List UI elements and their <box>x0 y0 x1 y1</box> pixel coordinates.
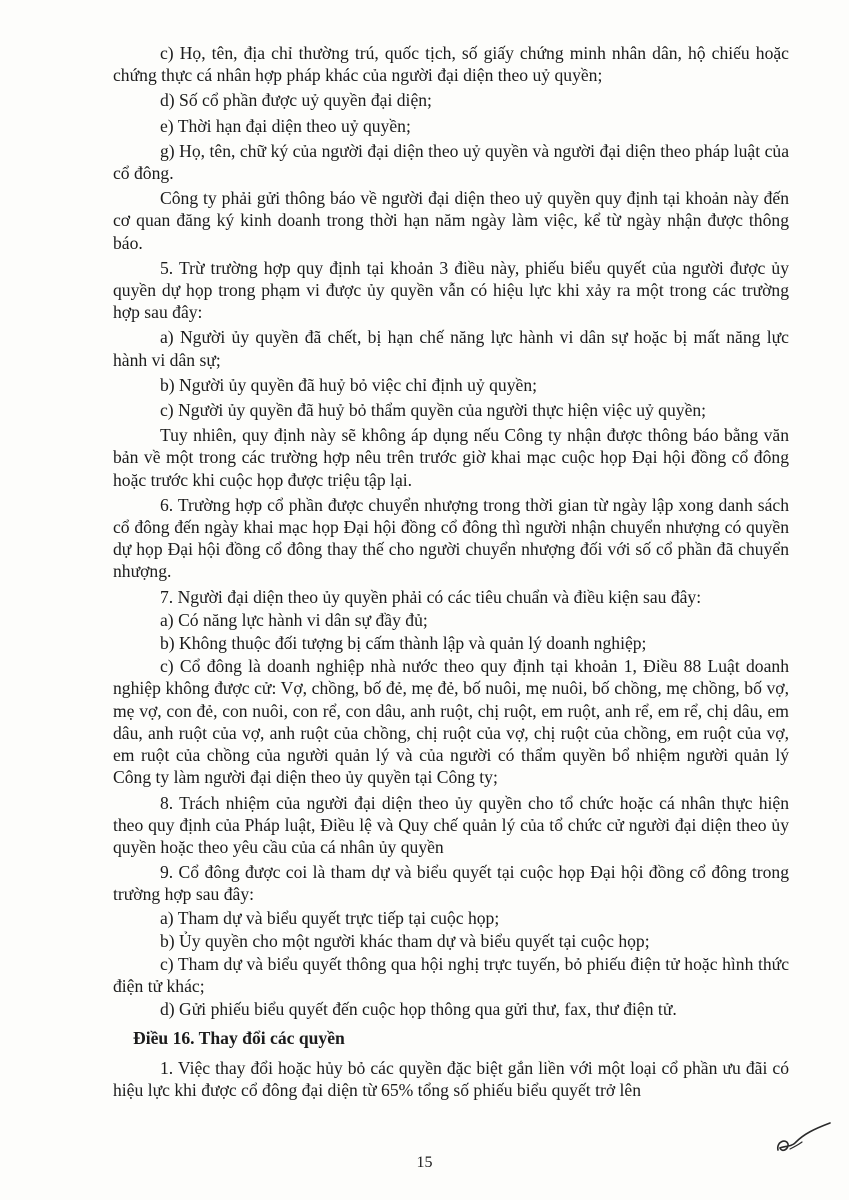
clause-9-item-c: c) Tham dự và biểu quyết thông qua hội nghị trực tuyến, bỏ phiếu điện tử hoặc hình thức điện tử khác; <box>113 953 789 997</box>
clause-9-item-d: d) Gửi phiếu biểu quyết đến cuộc họp thông qua gửi thư, fax, thư điện tử. <box>160 999 677 1020</box>
clause-7-item-c: c) Cổ đông là doanh nghiệp nhà nước theo quy định tại khoản 1, Điều 88 Luật doanh nghiệp không được cử: Vợ, chồng, bố đẻ, mẹ đẻ, bố nuôi, mẹ nuôi, bố chồng, mẹ chồng, bố vợ, mẹ vợ, con đẻ, con nuôi, con rể, con dâu, anh ruột, chị ruột, em ruột, anh rể, em rể, chị dâu, em dâu, anh ruột của vợ, anh ruột của chồng, chị ruột của vợ, chị ruột của chồng, em ruột của vợ, em ruột của chồng của người quản lý và của người có thẩm quyền bổ nhiệm người quản lý Công ty làm người đại diện theo ủy quyền tại Công ty; <box>113 656 789 788</box>
clause-6: 6. Trường hợp cổ phần được chuyển nhượng trong thời gian từ ngày lập xong danh sách cổ đông đến ngày khai mạc họp Đại hội đồng cổ đông thì người nhận chuyển nhượng có quyền dự họp Đại hội đồng cổ đông thay thế cho người chuyển nhượng đối với số cổ phần đã chuyển nhượng. <box>113 494 789 582</box>
article-16-clause-1: 1. Việc thay đổi hoặc hủy bỏ các quyền đặc biệt gắn liền với một loại cổ phần ưu đãi có hiệu lực khi được cổ đông đại diện từ 65% tổng số phiếu biểu quyết trở lên <box>113 1057 789 1100</box>
paragraph-representative-identity: c) Họ, tên, địa chỉ thường trú, quốc tịch, số giấy chứng minh nhân dân, hộ chiếu hoặc chứng thực cá nhân hợp pháp khác của người đại diện theo uỷ quyền; <box>113 43 789 86</box>
clause-9-item-a: a) Tham dự và biểu quyết trực tiếp tại cuộc họp; <box>160 907 500 928</box>
clause-5-item-b: b) Người ủy quyền đã huỷ bỏ việc chỉ định uỷ quyền; <box>160 374 538 395</box>
clause-7-item-a: a) Có năng lực hành vi dân sự đầy đủ; <box>160 609 428 630</box>
paragraph-representation-term: e) Thời hạn đại diện theo uỷ quyền; <box>160 115 411 136</box>
page-number: 15 <box>416 1154 433 1171</box>
clause-5: 5. Trừ trường hợp quy định tại khoản 3 điều này, phiếu biểu quyết của người được ủy quyền dự họp trong phạm vi được ủy quyền vẫn có hiệu lực khi xảy ra một trong các trường hợp sau đây: <box>113 257 789 323</box>
clause-7-item-b: b) Không thuộc đối tượng bị cấm thành lập và quản lý doanh nghiệp; <box>160 633 647 654</box>
clause-9-item-b: b) Ủy quyền cho một người khác tham dự và biểu quyết tại cuộc họp; <box>160 930 650 951</box>
article-16-heading: Điều 16. Thay đổi các quyền <box>133 1027 345 1048</box>
clause-5-item-a: a) Người ủy quyền đã chết, bị hạn chế năng lực hành vi dân sự hoặc bị mất năng lực hành vi dân sự; <box>113 327 789 370</box>
clause-5-item-c: c) Người ủy quyền đã huỷ bỏ thẩm quyền của người thực hiện việc uỷ quyền; <box>160 400 707 421</box>
paragraph-signatures: g) Họ, tên, chữ ký của người đại diện theo uỷ quyền và người đại diện theo pháp luật của cổ đông. <box>113 140 789 184</box>
clause-7: 7. Người đại diện theo ủy quyền phải có các tiêu chuẩn và điều kiện sau đây: <box>160 586 702 607</box>
clause-5-exception: Tuy nhiên, quy định này sẽ không áp dụng nếu Công ty nhận được thông báo bằng văn bản về một trong các trường hợp nêu trên trước giờ khai mạc cuộc họp Đại hội đồng cổ đông hoặc trước khi cuộc họp được triệu tập lại. <box>113 425 789 490</box>
paragraph-company-notification: Công ty phải gửi thông báo về người đại diện theo uỷ quyền quy định tại khoản này đến cơ quan đăng ký kinh doanh trong thời hạn năm ngày làm việc, kể từ ngày nhận được thông báo. <box>113 188 789 253</box>
paragraph-number-of-shares: d) Số cổ phần được uỷ quyền đại diện; <box>160 90 432 111</box>
document-body <box>113 42 789 1104</box>
clause-9: 9. Cổ đông được coi là tham dự và biểu quyết tại cuộc họp Đại hội đồng cổ đông trong trường hợp sau đây: <box>113 862 789 905</box>
clause-8: 8. Trách nhiệm của người đại diện theo ủy quyền cho tổ chức hoặc cá nhân thực hiện theo quy định của Pháp luật, Điều lệ và Quy chế quản lý của tổ chức cử người đại diện theo ủy quyền hoặc theo yêu cầu của cá nhân ủy quyền <box>113 792 789 857</box>
